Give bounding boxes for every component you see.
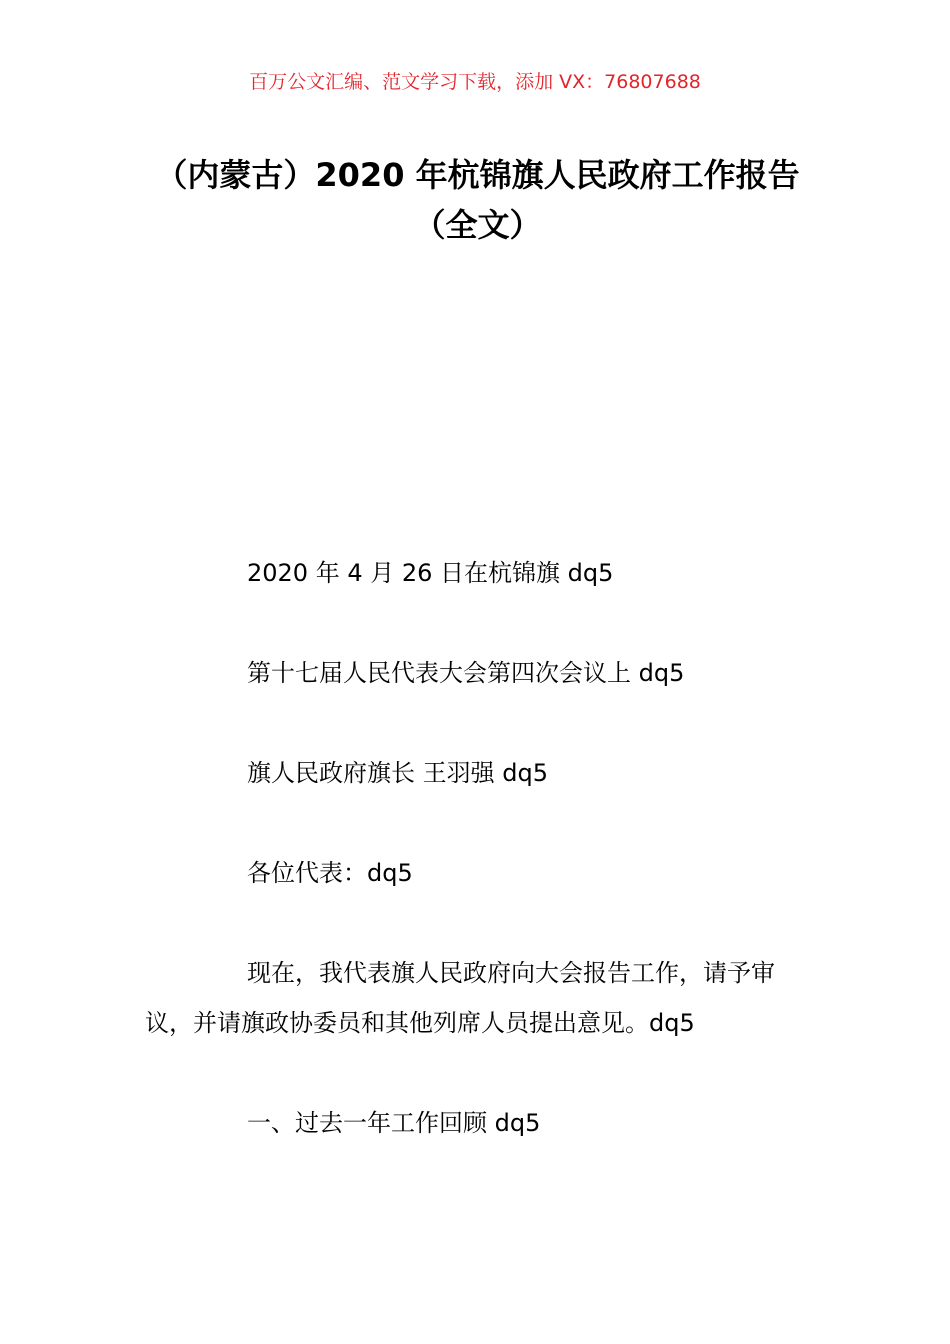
header-note: 百万公文汇编、范文学习下载，添加 VX：76807688: [249, 71, 701, 93]
paragraph-speaker: 旗人民政府旗长 王羽强 dq5: [247, 759, 548, 787]
document-title: （内蒙古）2020 年杭锦旗人民政府工作报告（全文）: [155, 156, 800, 244]
paragraph-intro: 现在，我代表旗人民政府向大会报告工作，请予审议，并请旗政协委员和其他列席人员提出意见。dq5: [145, 959, 775, 1037]
paragraph-date-location: 2020 年 4 月 26 日在杭锦旗 dq5: [247, 559, 614, 587]
section-heading-review: 一、过去一年工作回顾 dq5: [247, 1109, 541, 1137]
paragraph-session: 第十七届人民代表大会第四次会议上 dq5: [247, 659, 685, 687]
paragraph-salutation: 各位代表：dq5: [247, 859, 413, 887]
